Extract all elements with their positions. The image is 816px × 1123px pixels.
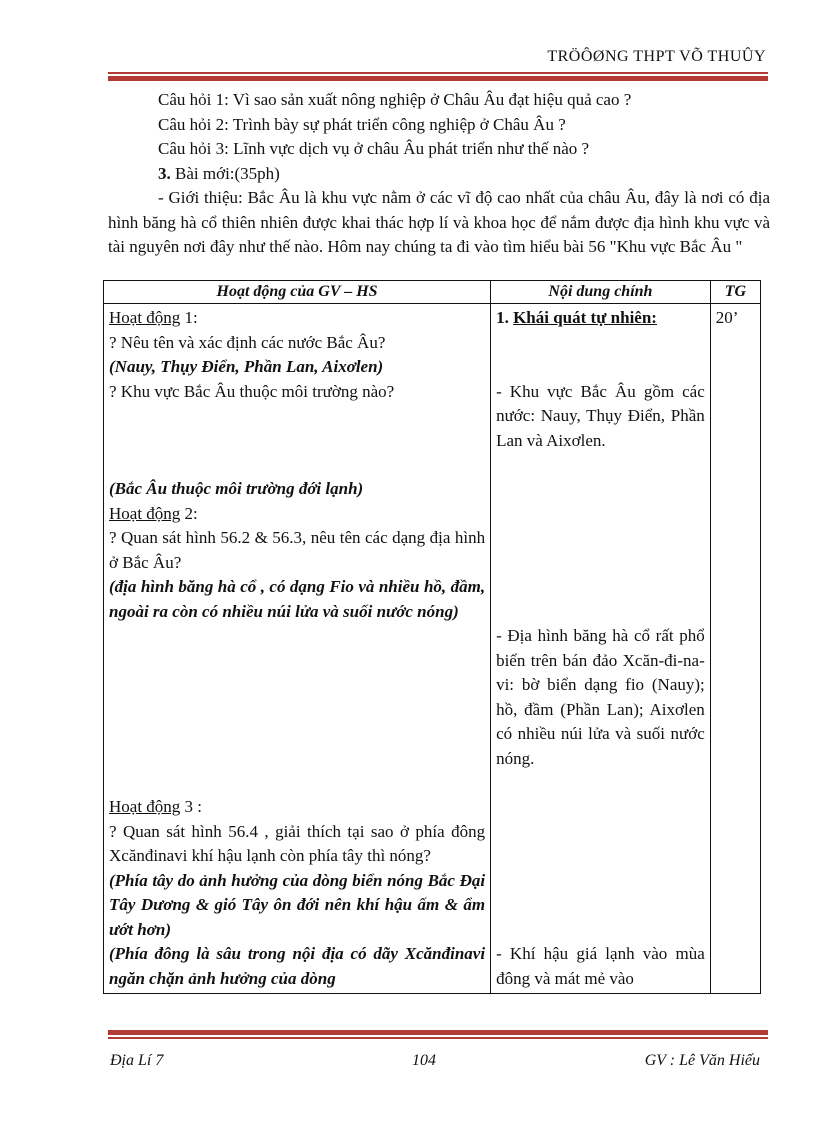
activity-1-title: Hoạt động xyxy=(109,308,181,327)
activity-2-title: Hoạt động xyxy=(109,503,181,523)
spacer xyxy=(496,453,705,624)
activity-1-answer-1: (Nauy, Thụy Điển, Phần Lan, Aixơlen) xyxy=(109,357,384,376)
question-3: Câu hỏi 3: Lĩnh vực dịch vụ ở châu Âu phát triển như thế nào ? xyxy=(158,139,590,158)
content-number: 1. xyxy=(496,308,514,327)
intro-paragraph: - Giới thiệu: Bắc Âu là khu vực nằm ở các vĩ độ cao nhất của châu Âu, đây là nơi có địa hình băng hà cổ thiên nhiên được khai thác hợp lí và khoa học để nắm được địa hình khu vực và tài nguyên nơi đây như thế nào. Hôm nay chúng ta đi vào tìm hiểu bài 56 "Khu vực Bắc Âu " xyxy=(108,188,770,256)
activity-3-title: Hoạt động xyxy=(109,797,181,816)
activities-cell xyxy=(104,304,491,994)
activity-3-question: ? Quan sát hình 56.4 , giải thích tại sao ở phía đông Xcănđinavi khí hậu lạnh còn phía tây thì nóng? xyxy=(109,821,486,865)
activity-1-heading xyxy=(109,306,485,331)
content-countries: - Khu vực Bắc Âu gồm các nước: Nauy, Thụy Điển, Phần Lan và Aixơlen. xyxy=(496,381,705,450)
activity-2-number: 2: xyxy=(180,503,198,523)
section-title: Bài mới:(35ph) xyxy=(170,163,280,183)
question-1: Câu hỏi 1: Vì sao sản xuất nông nghiệp ở Châu Âu đạt hiệu quả cao ? xyxy=(158,90,632,109)
time-value: 20’ xyxy=(715,308,739,327)
school-header: TRÖÔØNG THPT VÕ THUÛY xyxy=(547,48,766,65)
activity-1-answer-2: (Bắc Âu thuộc môi trường đới lạnh) xyxy=(109,479,364,498)
activity-2-answer: (địa hình băng hà cổ , có dạng Fio và nhiều hồ, đầm, ngoài ra còn có nhiều núi lửa và suối nước nóng) xyxy=(109,577,486,621)
col-activities-header: Hoạt động của GV – HS xyxy=(104,281,491,304)
activity-1-question-1: ? Nêu tên và xác định các nước Bắc Âu? xyxy=(109,332,386,352)
content-title: Khái quát tự nhiên: xyxy=(513,308,657,327)
activity-3-answer-1: (Phía tây do ảnh hưởng của dòng biển nóng Bắc Đại Tây Dương & gió Tây ôn đới nên khí hậu ấm & ẩm ướt hơn) xyxy=(109,870,486,939)
question-2: Câu hỏi 2: Trình bày sự phát triển công nghiệp ở Châu Âu ? xyxy=(158,114,566,134)
intro-section xyxy=(108,88,770,260)
spacer xyxy=(496,331,705,380)
footer-page-number: 104 xyxy=(412,1052,436,1069)
table-header-row xyxy=(104,281,761,304)
col-content-header: Nội dung chính xyxy=(491,281,711,304)
activity-3-answer-2: (Phía đông là sâu trong nội địa có dãy Xcănđinavi ngăn chặn ảnh hưởng của dòng xyxy=(109,944,486,988)
spacer xyxy=(109,624,485,795)
footer-rule xyxy=(108,1030,768,1039)
content-heading xyxy=(496,306,705,331)
lesson-table xyxy=(103,280,761,994)
activity-1-question-2: ? Khu vực Bắc Âu thuộc môi trường nào? xyxy=(109,381,395,401)
footer-subject: Địa Lí 7 xyxy=(110,1052,164,1069)
content-climate: - Khí hậu giá lạnh vào mùa đông và mát mẻ vào xyxy=(496,944,705,988)
content-cell xyxy=(491,304,711,994)
activity-3-number: 3 : xyxy=(180,797,203,816)
activity-2-heading xyxy=(109,502,485,527)
col-time-header: TG xyxy=(710,281,760,304)
time-cell xyxy=(710,304,760,994)
spacer xyxy=(496,771,705,942)
footer-teacher: GV : Lê Văn Hiếu xyxy=(644,1052,760,1069)
content-terrain: - Địa hình băng hà cổ rất phổ biến trên bán đảo Xcăn-đi-na-vi: bờ biển dạng fio (Nauy); hồ, đầm (Phần Lan); Aixơlen có nhiều núi lửa và suối nước nóng. xyxy=(496,626,705,768)
section-heading xyxy=(108,162,770,187)
activity-2-question: ? Quan sát hình 56.2 & 56.3, nêu tên các dạng địa hình ở Bắc Âu? xyxy=(109,528,486,572)
header-rule xyxy=(108,72,768,81)
spacer xyxy=(109,404,485,477)
table-row xyxy=(104,304,761,994)
activity-1-number: 1: xyxy=(180,308,198,327)
section-number: 3. xyxy=(158,163,171,183)
activity-3-heading xyxy=(109,795,485,820)
